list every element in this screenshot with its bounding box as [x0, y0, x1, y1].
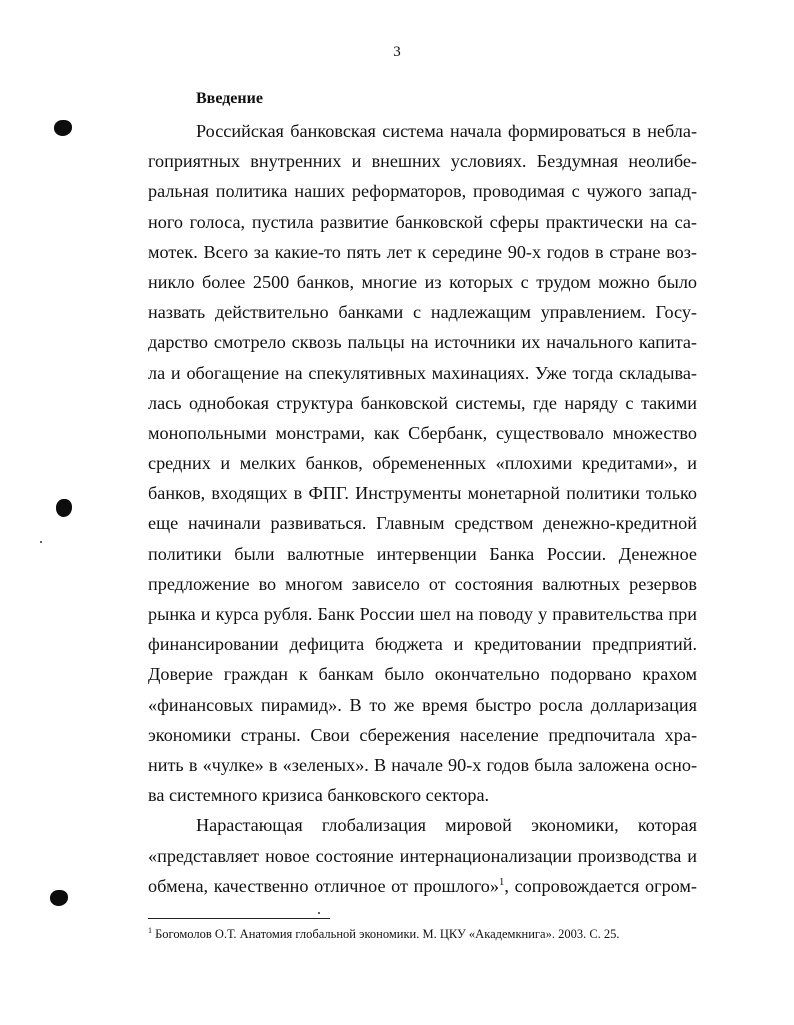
text-line: дарство смотрело сквозь пальцы на источники их начального капита- — [148, 332, 697, 353]
text-line: «финансовых пирамид». В то же время быстро росла долларизация — [148, 694, 697, 715]
text-line: никло более 2500 банков, многие из которых с трудом можно было — [148, 271, 697, 292]
text-line: экономики страны. Свои сбережения население предпочитала хра- — [148, 724, 697, 745]
text-line: банков, входящих в ФПГ. Инструменты монетарной политики только — [148, 483, 697, 504]
section-heading: Введение — [196, 90, 263, 107]
footnote-text: Богомолов О.Т. Анатомия глобальной экономики. М. ЦКУ «Академкнига». 2003. С. 25. — [152, 927, 620, 942]
text-line: еще начинали развиваться. Главным средством денежно-кредитной — [148, 513, 697, 534]
text-line: мотек. Всего за какие-то пять лет к середине 90-х годов в стране воз- — [148, 241, 697, 262]
punch-hole-bottom — [50, 890, 68, 906]
text-fragment: обмена, качественно отличное от прошлого» — [148, 875, 499, 896]
text-line: Российская банковская система начала формироваться в небла- — [196, 121, 697, 141]
text-line: рынка и курса рубля. Банк России шел на поводу у правительства при — [148, 604, 697, 624]
text-line: Нарастающая глобализация мировой экономики, которая — [196, 815, 697, 836]
footnote-marker: 1 — [148, 926, 152, 935]
text-line: гоприятных внутренних и внешних условиях. Бездумная неолибе- — [148, 151, 697, 172]
text-line: монопольными монстрами, как Сбербанк, существовало множество — [148, 422, 697, 443]
text-line: нить в «чулке» в «зеленых». В начале 90-х годов была заложена осно- — [148, 754, 697, 775]
punch-hole-middle — [56, 499, 72, 517]
text-line — [148, 871, 697, 901]
footnote-separator — [148, 918, 330, 919]
text-line: ла и обогащение на спекулятивных махинациях. Уже тогда складыва- — [148, 362, 697, 383]
text-line: ральная политика наших реформаторов, проводимая с чужого запад- — [148, 181, 697, 202]
punch-hole-top — [54, 120, 72, 136]
scan-speck — [318, 912, 320, 914]
text-line: финансировании дефицита бюджета и кредитовании предприятий. — [148, 634, 697, 655]
paragraph-1 — [148, 116, 697, 810]
text-fragment: , сопровождается огром- — [504, 875, 697, 896]
text-line: ва системного кризиса банковского сектора. — [148, 785, 490, 806]
text-line: политики были валютные интервенции Банка России. Денежное — [148, 543, 697, 564]
body-text — [148, 116, 697, 901]
text-line: средних и мелких банков, обремененных «плохими кредитами», и — [148, 453, 697, 474]
text-line: назвать действительно банками с надлежащим управлением. Госу- — [148, 302, 697, 323]
footnote-reference[interactable]: 1 — [498, 875, 505, 888]
page-number: 3 — [393, 44, 401, 60]
footnote — [148, 926, 708, 942]
text-line: лась однобокая структура банковской системы, где наряду с такими — [148, 392, 697, 413]
paragraph-2 — [148, 810, 697, 901]
text-line: Доверие граждан к банкам было окончательно подорвано крахом — [148, 664, 697, 685]
text-line: «представляет новое состояние интернационализации производства и — [148, 845, 697, 866]
text-line: предложение во многом зависело от состояния валютных резервов — [148, 573, 697, 594]
text-line: ного голоса, пустила развитие банковской сферы практически на са- — [148, 211, 697, 232]
scan-speck — [40, 541, 42, 543]
